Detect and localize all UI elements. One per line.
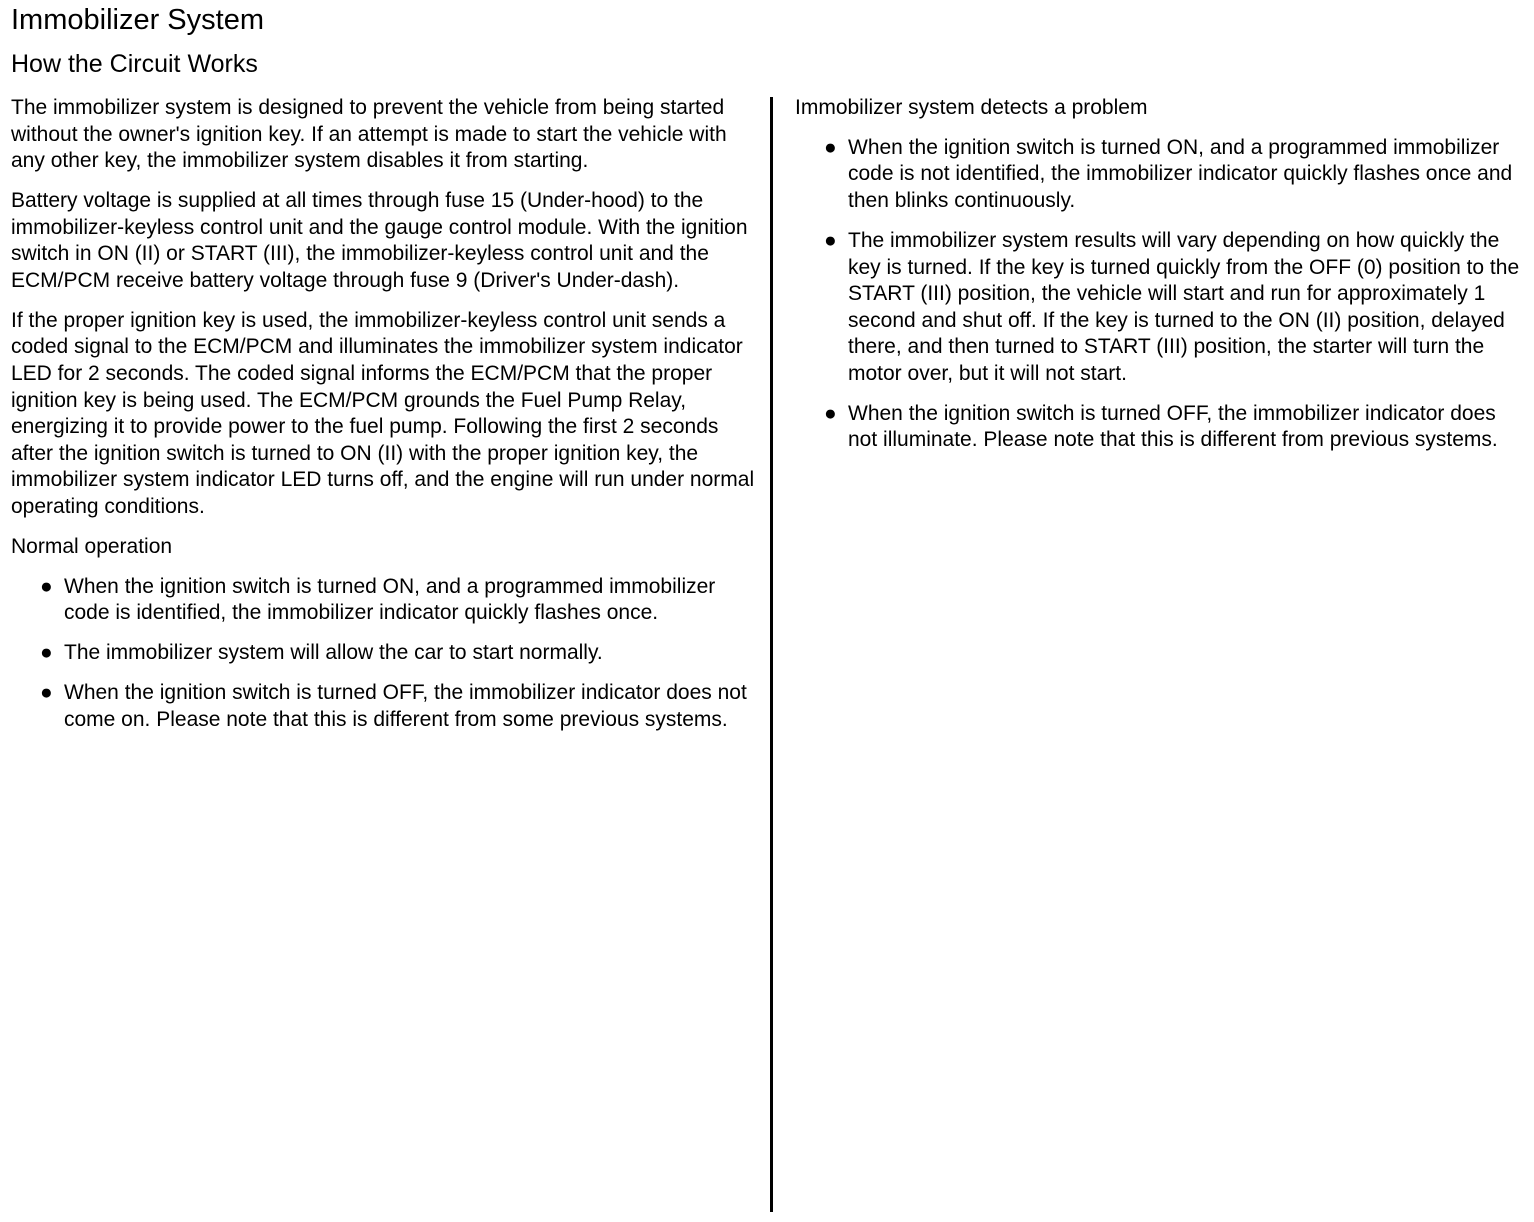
right-column — [795, 95, 1525, 467]
bullet-icon: ● — [40, 641, 53, 665]
list-item — [795, 135, 1525, 215]
list-item-text: When the ignition switch is turned ON, and a programmed immobilizer code is not identified, the immobilizer indicator quickly flashes once and then blinks continuously. — [848, 135, 1513, 213]
bullet-icon: ● — [824, 135, 837, 159]
left-column — [11, 95, 759, 747]
list-item — [795, 401, 1525, 454]
intro-paragraph: The immobilizer system is designed to prevent the vehicle from being started without the owner's ignition key. If an attempt is made to start the vehicle with any other key, the immobilizer system disables it from starting. — [11, 96, 727, 173]
battery-voltage-paragraph: Battery voltage is supplied at all times through fuse 15 (Under-hood) to the immobilizer-keyless control unit and the gauge control module. With the ignition switch in ON (II) or START (III), the immobilizer-keyless control unit and the ECM/PCM receive battery voltage through fuse 9 (Driver's Under-dash). — [11, 189, 748, 292]
list-item-text: The immobilizer system results will vary depending on how quickly the key is turned. If the key is turned quickly from the OFF (0) position to the START (III) position, the vehicle will start and run for approximately 1 second and shut off. If the key is turned to the ON (II) position, delayed there, and then turned to START (III) position, the starter will turn the motor over, but it will not start. — [848, 228, 1520, 385]
page-title: Immobilizer System — [11, 4, 264, 36]
bullet-icon: ● — [40, 574, 53, 598]
bullet-icon: ● — [824, 228, 837, 252]
column-divider — [770, 97, 773, 1212]
problem-list — [795, 135, 1525, 454]
list-item — [795, 228, 1525, 388]
list-item-text: When the ignition switch is turned OFF, the immobilizer indicator does not come on. Please note that this is different from some previous systems. — [64, 681, 747, 731]
normal-operation-list — [11, 574, 759, 734]
list-item-text: When the ignition switch is turned ON, and a programmed immobilizer code is identified, the immobilizer indicator quickly flashes once. — [64, 574, 716, 625]
list-item-text: The immobilizer system will allow the car to start normally. — [64, 641, 603, 665]
list-item — [11, 680, 759, 733]
bullet-icon: ● — [40, 681, 53, 705]
bullet-icon: ● — [824, 401, 837, 425]
list-item — [11, 574, 759, 627]
problem-heading: Immobilizer system detects a problem — [795, 96, 1148, 119]
section-subtitle: How the Circuit Works — [11, 50, 258, 78]
list-item — [11, 640, 759, 667]
list-item-text: When the ignition switch is turned OFF, the immobilizer indicator does not illuminate. Please note that this is different from previous systems. — [848, 401, 1498, 452]
normal-operation-heading: Normal operation — [11, 534, 173, 558]
proper-key-paragraph: If the proper ignition key is used, the immobilizer-keyless control unit sends a coded signal to the ECM/PCM and illuminates the immobilizer system indicator LED for 2 seconds. The coded signal informs the ECM/PCM that the proper ignition key is being used. The ECM/PCM grounds the Fuel Pump Relay, energizing it to provide power to the fuel pump. Following the first 2 seconds after the ignition switch is turned to ON (II) with the proper ignition key, the immobilizer system indicator LED turns off, and the engine will run under normal operating conditions. — [11, 308, 755, 518]
